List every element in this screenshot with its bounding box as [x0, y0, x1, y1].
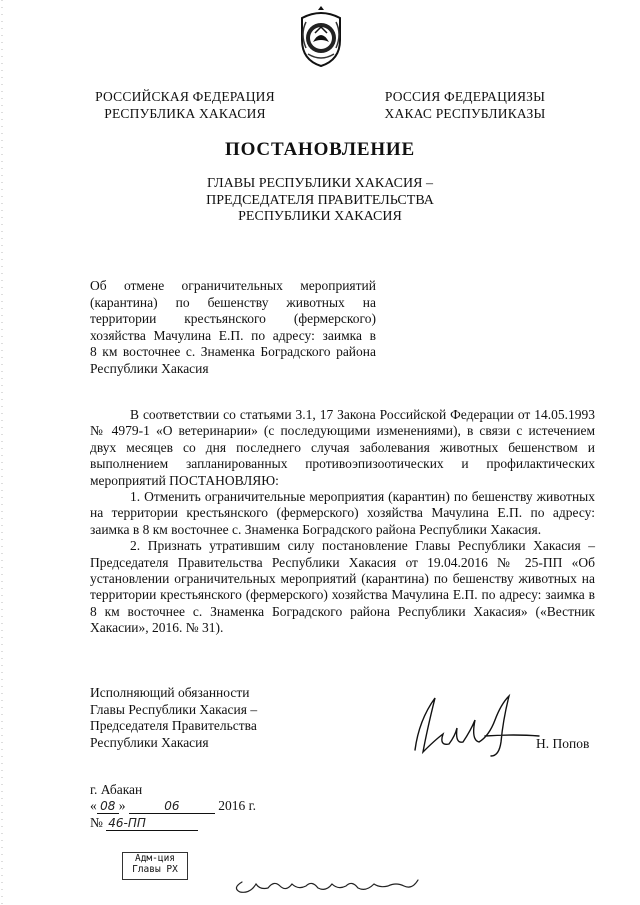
handwritten-signature: [405, 690, 545, 760]
signatory-line-1: Исполняющий обязанности: [90, 685, 250, 700]
date-day-handwritten: 08: [97, 799, 119, 814]
handwritten-scribble: [228, 868, 428, 898]
signatory-title: [90, 685, 257, 751]
subject-line-4: хозяйства Мачулина Е.П. по адресу: заимка в: [90, 327, 376, 343]
subject-line-3: территории крестьянского (фермерского): [90, 311, 376, 326]
body-paragraph-item-1: 1. Отменить ограничительные мероприятия (карантин) по бешенству животных на территории крестьянского (фермерского) хозяйства Мачулина Е.П. по адресу: заимка в 8 км восточнее с. Знаменка Боградского района Республики Хакасия.: [90, 489, 595, 537]
document-subject: [90, 278, 376, 377]
signatory-line-4: Республики Хакасия: [90, 734, 209, 750]
header-left-line-1: РОССИЙСКАЯ ФЕДЕРАЦИЯ: [95, 89, 275, 104]
coat-of-arms-emblem: [294, 4, 348, 68]
document-body: [90, 407, 595, 637]
body-paragraph-item-2: 2. Признать утратившим силу постановление Главы Республики Хакасия – Председателя Правительства Республики Хакасия от 19.04.2016 № 25-ПП «Об установлении ограничительных мероприятий (карантина) по бешенству животных на территории крестьянского (фермерского) хозяйства Мачулина Е.П. по адресу: заимка в 8 км восточнее с. Знаменка Боградского района Республики Хакасия» («Вестник Хакасии», 2016. № 31).: [90, 538, 595, 636]
stamp-line-1: Адм-ция: [134, 853, 176, 864]
signatory-name: Н. Попов: [536, 736, 590, 751]
issuer-line-1: ГЛАВЫ РЕСПУБЛИКИ ХАКАСИЯ –: [207, 176, 433, 191]
number-prefix: №: [90, 815, 103, 830]
scan-edge-dots: [0, 0, 4, 905]
issuer-line-2: ПРЕДСЕДАТЕЛЯ ПРАВИТЕЛЬСТВА: [206, 192, 434, 208]
number-handwritten: 46-ПП: [106, 816, 198, 831]
date-month-handwritten: 06: [129, 799, 215, 814]
body-paragraph-preamble: В соответствии со статьями 3.1, 17 Закона Российской Федерации от 14.05.1993 № 4979-1 «О ветеринарии» (с последующими изменениями), в связи с истечением двух месяцев со дня последнего случая заболевания животных бешенством и выполнением запланированных противоэпизоотических и профилактических мероприятий ПОСТАНОВЛЯЮ:: [90, 407, 595, 488]
subject-line-5: 8 км восточнее с. Знаменка Боградского района: [90, 344, 376, 359]
date-close-quote: »: [118, 798, 126, 813]
registration-stamp: [122, 852, 188, 880]
header-right-line-1: РОССИЯ ФЕДЕРАЦИЯЗЫ: [384, 89, 546, 104]
issue-date: [90, 798, 256, 814]
issue-place: г. Абакан: [90, 782, 143, 797]
header-right: [372, 88, 558, 122]
issuer-line-3: РЕСПУБЛИКИ ХАКАСИЯ: [238, 209, 402, 224]
header-left-line-2: РЕСПУБЛИКА ХАКАСИЯ: [104, 106, 266, 121]
date-year: 2016 г.: [218, 798, 257, 813]
header-left: [92, 88, 278, 122]
subject-line-1: Об отмене ограничительных мероприятий: [90, 278, 376, 293]
issuer-heading: [0, 176, 640, 226]
date-open-quote: «: [90, 798, 97, 813]
document-type-title: ПОСТАНОВЛЕНИЕ: [225, 139, 415, 160]
subject-line-2: (карантина) по бешенству животных на: [90, 294, 376, 310]
signatory-line-3: Председателя Правительства: [90, 718, 257, 733]
header-right-line-2: ХАКАС РЕСПУБЛИКАЗЫ: [384, 106, 546, 121]
subject-line-6: Республики Хакасия: [90, 360, 209, 376]
document-number: [90, 815, 198, 831]
stamp-line-2: Главы РХ: [132, 864, 178, 875]
signatory-line-2: Главы Республики Хакасия –: [90, 701, 258, 717]
